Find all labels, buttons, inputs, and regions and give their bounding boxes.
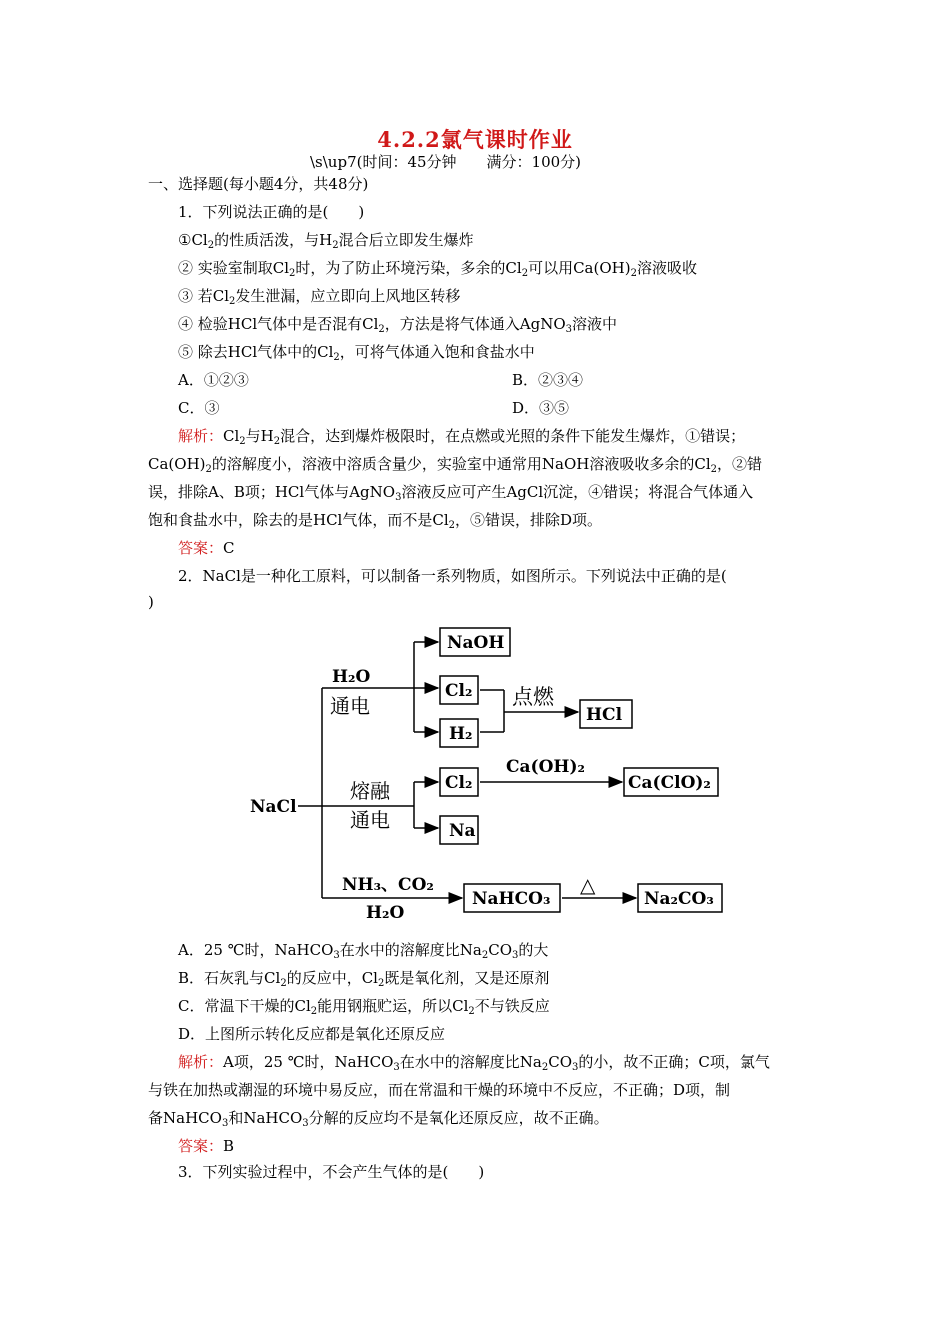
h2-label: H₂: [449, 724, 473, 744]
na2co3-label: Na₂CO₃: [644, 889, 714, 909]
q1-analysis-label: 解析：: [178, 427, 224, 445]
q1-statement-5: ⑤ 除去HCl气体中的$Cl_2$，可将气体通入饱和食盐水中: [178, 343, 535, 363]
subtitle: \s\up7(时间：45分钟 满分：100分): [310, 153, 582, 171]
section-heading: 一、选择题(每小题4分，共48分): [148, 175, 369, 193]
rongrong-label: 熔融: [350, 779, 390, 803]
q1-answer-value: C: [223, 539, 235, 557]
q1-analysis-line-3: 误，排除A、B项；HCl气体与AgNO$_3$溶液反应可产生AgCl沉淀，④错误；将混合气体通入: [148, 483, 754, 503]
q1-statement-4: ④ 检验HCl气体中是否混有$Cl_2$，方法是将气体通入AgNO$_3$溶液中: [178, 315, 618, 335]
q1-option-d: D．③⑤: [512, 399, 570, 417]
cl2-label-top: Cl₂: [445, 681, 473, 701]
q3-stem: 3．下列实验过程中，不会产生气体的是( ): [178, 1163, 485, 1181]
q1-option-a: A．①②③: [178, 371, 249, 389]
q1-analysis-line-4: 饱和食盐水中，除去的是HCl气体，而不是$Cl_2$，⑤错误，排除D项。: [148, 511, 603, 531]
hcl-label: HCl: [586, 705, 623, 725]
q2-answer-value: B: [223, 1137, 235, 1155]
cl2-label-mid: Cl₂: [445, 773, 473, 793]
caclo2-label: Ca(ClO)₂: [628, 773, 711, 793]
q2-analysis-line-1: 解析：A项，25 ℃时，NaHCO$_3$在水中的溶解度比$Na_2CO_3$的小，故不正确；C项，氯气: [178, 1053, 770, 1073]
q1-statement-3: ③ 若$Cl_2$发生泄漏，应立即向上风地区转移: [178, 287, 461, 307]
q2-answer-label: 答案：: [178, 1137, 224, 1155]
q1-option-b: B．②③④: [512, 371, 584, 389]
q2-stem-line-2: ): [148, 593, 154, 611]
reaction-flow-diagram: [246, 620, 736, 920]
q1-answer-label: 答案：: [178, 539, 224, 557]
q1-statement-1: $①Cl_2$的性质活泼，与$H_2$混合后立即发生爆炸: [178, 231, 474, 251]
caoh2-label: Ca(OH)₂: [506, 757, 585, 777]
nh3co2-label: NH₃、CO₂: [342, 875, 434, 895]
q2-option-a: A．25 ℃时，NaHCO$_3$在水中的溶解度比$Na_2CO_3$的大: [178, 941, 549, 961]
nacl-label: NaCl: [250, 797, 297, 817]
page-title: 4.2.2氯气课时作业: [377, 127, 573, 152]
q1-answer: [178, 538, 235, 558]
tongdian-label: 通电: [330, 694, 370, 718]
q2-option-b: B．石灰乳与$Cl_2$的反应中，$Cl_2$既是氧化剂，又是还原剂: [178, 969, 550, 989]
q1-statement-2: ② 实验室制取$Cl_2$时，为了防止环境污染，多余的$Cl_2$可以用$Ca(OH)_2$溶液吸收: [178, 259, 697, 279]
nahco3-label: NaHCO₃: [472, 889, 551, 909]
na-label: Na: [449, 821, 476, 841]
tongdian2-label: 通电: [350, 808, 390, 832]
q2-option-d: D．上图所示转化反应都是氧化还原反应: [178, 1025, 446, 1043]
naoh-label: NaOH: [447, 633, 505, 653]
q1-analysis-line-2: $Ca(OH)_2$的溶解度小，溶液中溶质含量少，实验室中通常用NaOH溶液吸收多余的$Cl_2$，②错: [148, 455, 763, 475]
dianran-label: 点燃: [512, 685, 554, 709]
q1-analysis-line-1: 解析：$Cl_2$与$H_2$混合，达到爆炸极限时，在点燃或光照的条件下能发生爆炸，①错误；: [178, 427, 746, 447]
q2-option-c: C．常温下干燥的$Cl_2$能用钢瓶贮运，所以$Cl_2$不与铁反应: [178, 997, 550, 1017]
q2-analysis-line-3: 备NaHCO$_3$和NaHCO$_3$分解的反应均不是氧化还原反应，故不正确。: [148, 1109, 609, 1129]
h2o-label-bottom: H₂O: [366, 903, 405, 920]
q2-analysis-label: 解析：: [178, 1053, 224, 1071]
q1-stem: 1．下列说法正确的是( ): [178, 203, 365, 221]
delta-label: △: [580, 873, 596, 897]
q2-stem-line-1: 2．NaCl是一种化工原料，可以制备一系列物质，如图所示。下列说法中正确的是(: [178, 567, 727, 585]
q2-answer: [178, 1136, 234, 1156]
h2o-label: H₂O: [332, 667, 371, 687]
q1-option-c: C．③: [178, 399, 220, 417]
q2-analysis-line-2: 与铁在加热或潮湿的环境中易反应，而在常温和干燥的环境中不反应，不正确；D项，制: [148, 1081, 731, 1099]
